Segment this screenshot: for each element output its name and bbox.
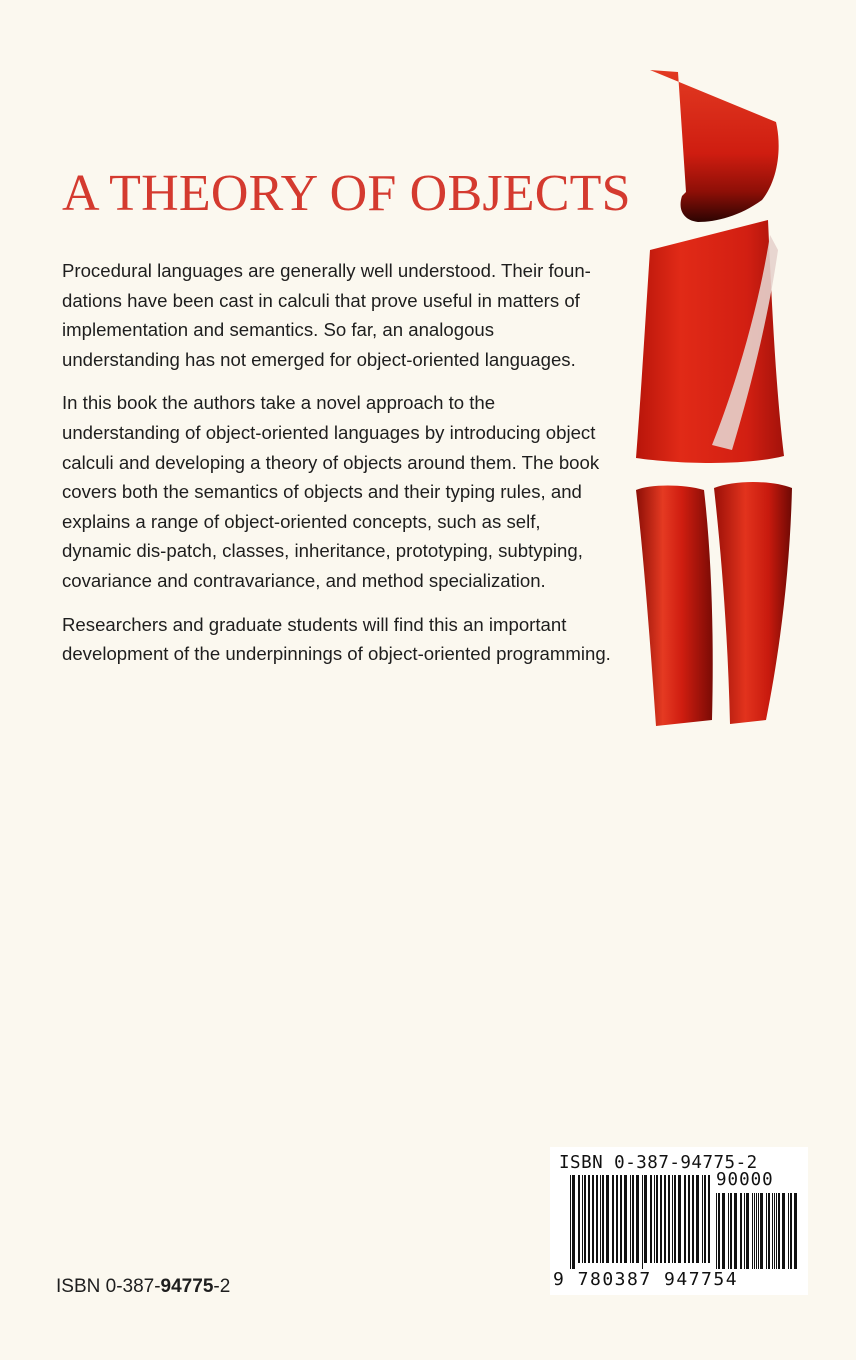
isbn-line [56, 1276, 230, 1298]
barcode-bar [756, 1193, 757, 1269]
barcode-bar [754, 1193, 755, 1269]
barcode-bar [728, 1193, 729, 1269]
barcode-bar [606, 1175, 609, 1263]
figure-left-leg [636, 486, 713, 727]
barcode-bar [578, 1175, 580, 1263]
barcode-bar [692, 1175, 694, 1263]
barcode-bar [688, 1175, 690, 1263]
barcode-bar [722, 1193, 725, 1269]
figure-right-leg [714, 482, 792, 724]
blurb-paragraph-1: Procedural languages are generally well understood. Their foun-dations have been cast in calculi that prove useful in matters of implementation and semantics. So far, an analogous understanding has not emerged for object-oriented languages. [62, 260, 591, 370]
isbn-bold-part: 94775 [160, 1276, 214, 1297]
barcode-bar [768, 1193, 770, 1269]
barcode-bar [630, 1175, 631, 1263]
barcode-bar [702, 1175, 703, 1263]
barcode-bar [778, 1193, 780, 1269]
barcode-isbn-text: ISBN 0-387-94775-2 [559, 1153, 758, 1173]
barcode-bar [752, 1193, 753, 1269]
barcode-bar [730, 1193, 732, 1269]
barcode-bar [656, 1175, 658, 1263]
isbn-suffix: -2 [213, 1276, 231, 1297]
barcode-bar [642, 1175, 643, 1269]
barcode-bar [696, 1175, 699, 1263]
barcode-bar [616, 1175, 618, 1263]
figure-body [636, 220, 784, 463]
barcode-bar [668, 1175, 670, 1263]
barcode-bar [664, 1175, 666, 1263]
barcode-bar [582, 1175, 583, 1263]
barcode-bar [704, 1175, 706, 1263]
barcode-bar [774, 1193, 775, 1269]
barcode-bar [602, 1175, 604, 1263]
barcode-bar [790, 1193, 792, 1269]
barcode-bar [744, 1193, 745, 1269]
barcode-bar [716, 1193, 717, 1269]
barcode-bar [660, 1175, 662, 1263]
barcode-bar [746, 1193, 749, 1269]
barcode-label [550, 1147, 808, 1295]
barcode-bar [776, 1193, 777, 1269]
barcode-bar [632, 1175, 634, 1263]
barcode-bar [772, 1193, 773, 1269]
barcode-bar [718, 1193, 720, 1269]
barcode-bar [600, 1175, 601, 1263]
barcode-digits: 9 780387 947754 [553, 1269, 739, 1290]
blurb-paragraph-3: Researchers and graduate students will find this an important development of the underpinnings of object-oriented programming. [62, 613, 611, 665]
barcode-bar [592, 1175, 594, 1263]
barcode-bar [650, 1175, 652, 1263]
barcode-bar [788, 1193, 789, 1269]
barcode-bar [678, 1175, 681, 1263]
barcode-bar [758, 1193, 759, 1269]
barcode-bar [584, 1175, 586, 1263]
barcode-bar [588, 1175, 590, 1263]
barcode-addon-number: 90000 [716, 1170, 774, 1190]
barcode-bar [766, 1193, 767, 1269]
barcode-bar [612, 1175, 614, 1263]
barcode-bar [734, 1193, 737, 1269]
barcode-bar [794, 1193, 797, 1269]
isbn-prefix: ISBN 0-387- [56, 1276, 161, 1297]
barcode-bar [596, 1175, 598, 1263]
book-title: A THEORY OF OBJECTS [62, 165, 631, 222]
barcode-bar [684, 1175, 686, 1263]
barcode-bar [644, 1175, 647, 1263]
barcode-bar [570, 1175, 571, 1269]
barcode-bar [740, 1193, 742, 1269]
barcode-bar [620, 1175, 622, 1263]
barcode-bar [572, 1175, 575, 1269]
barcode-bar [708, 1175, 710, 1263]
barcode-bar [654, 1175, 655, 1263]
blurb-paragraph-2: In this book the authors take a novel approach to the understanding of object-oriented languages by introducing object calculi and developing a theory of objects around them. The book covers both the semantics of objects and their typing rules, and explains a range of object-oriented concepts, such as self, dynamic dis-patch, classes, inheritance, prototyping, subtyping, covariance and contravariance, and method specialization. [62, 392, 600, 591]
figure-head [650, 70, 779, 222]
barcode-bar [672, 1175, 673, 1263]
barcode-bar [760, 1193, 763, 1269]
back-cover-blurb [62, 256, 614, 683]
barcode-bar [636, 1175, 639, 1263]
barcode-bar [674, 1175, 676, 1263]
barcode-bar [782, 1193, 785, 1269]
red-figure-illustration [620, 60, 856, 740]
barcode-bar [624, 1175, 627, 1263]
